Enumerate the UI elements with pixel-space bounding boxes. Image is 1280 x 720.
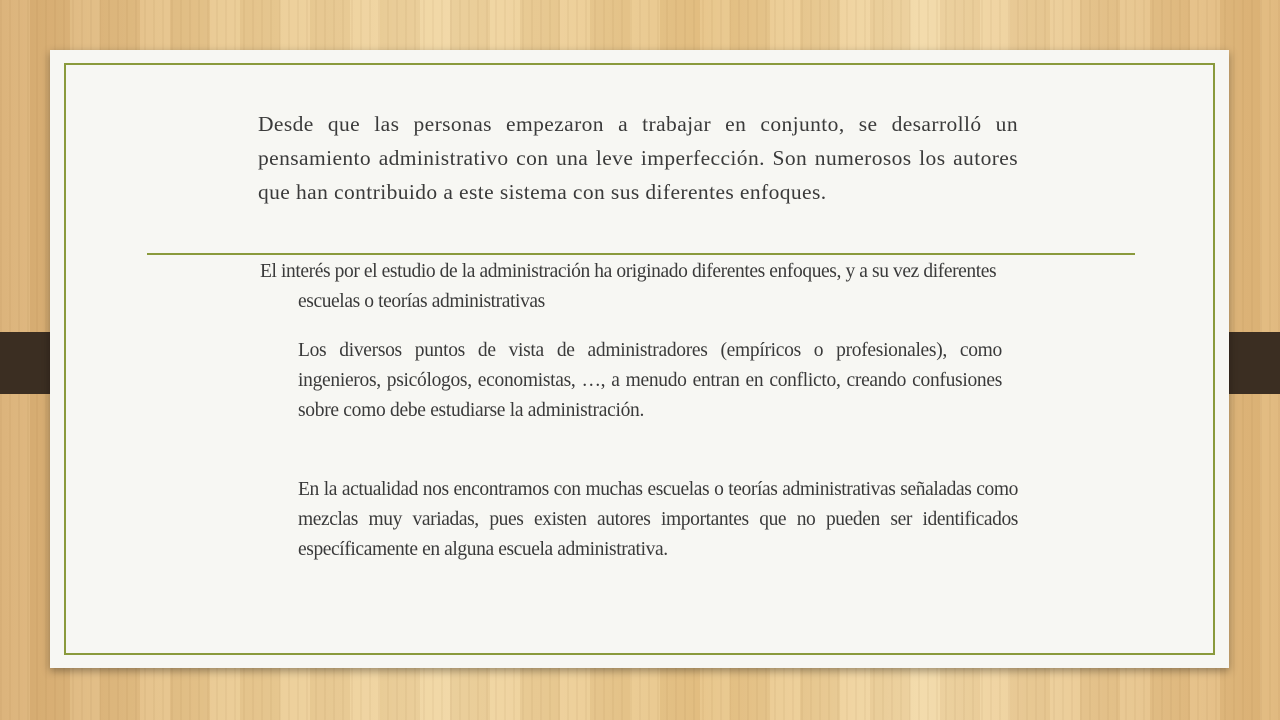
intro-paragraph: Desde que las personas empezaron a trabajar en conjunto, se desarrolló un pensamiento administrativo con una leve imperfección. Son numerosos los autores que han contribuido a este sistema con sus diferentes enfoques. [258, 112, 1018, 204]
body-paragraph-puntos-de-vista: Los diversos puntos de vista de administradores (empíricos o profesionales), como ingenieros, psicólogos, economistas, …, a menudo entran en conflicto, creando confusiones sobre como debe estudiarse la administración. [298, 340, 1002, 421]
body-paragraph-interes: El interés por el estudio de la administración ha originado diferentes enfoques, y a su vez diferentes escuelas o teorías administrativas [260, 261, 997, 312]
slide-card [50, 50, 1229, 668]
section-divider [147, 253, 1135, 255]
body-paragraph-actualidad: En la actualidad nos encontramos con muchas escuelas o teorías administrativas señaladas como mezclas muy variadas, pues existen autores importantes que no pueden ser identificados específicamente en alguna escuela administrativa. [298, 479, 1018, 560]
